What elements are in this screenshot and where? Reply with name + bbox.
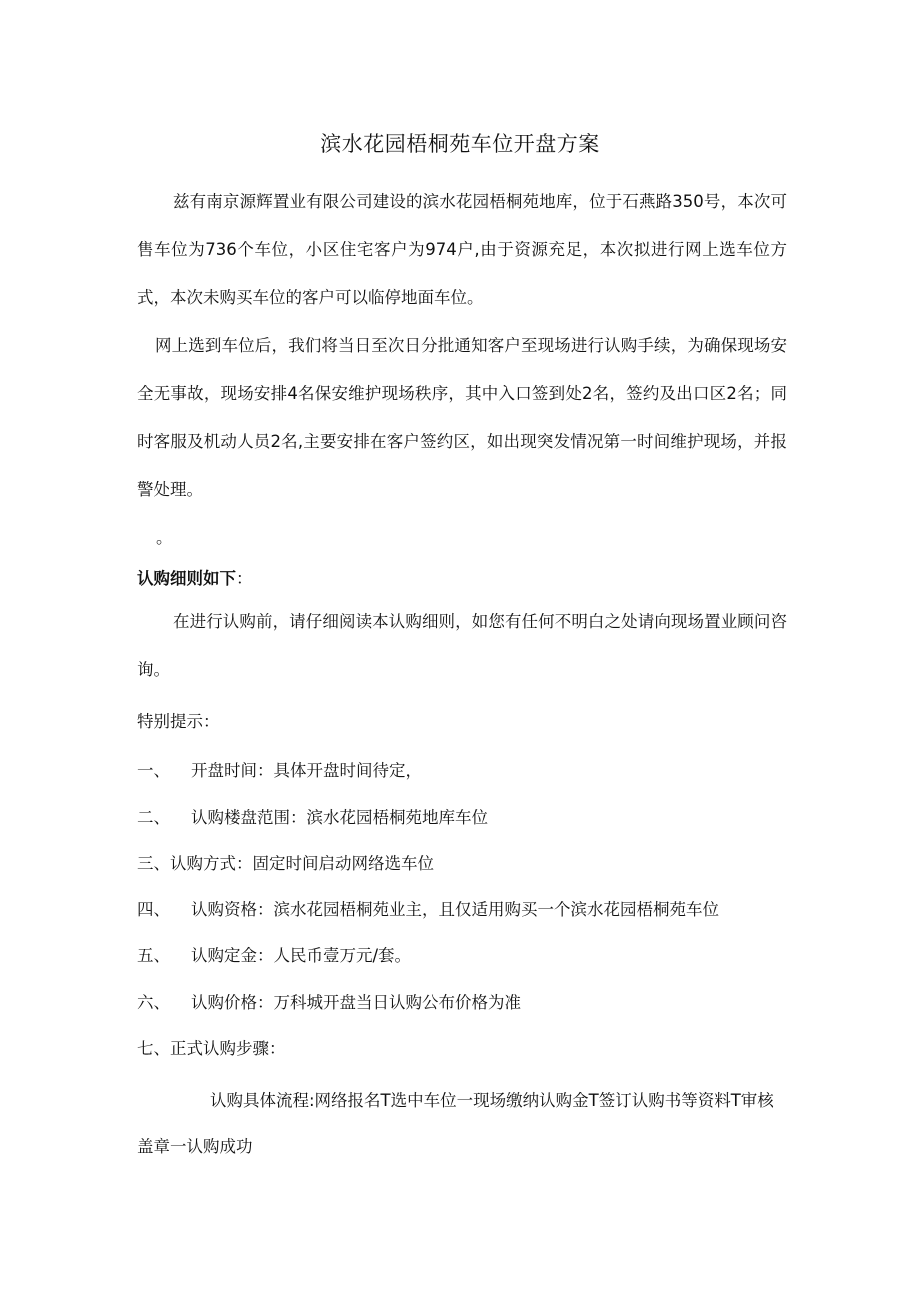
list-item-number: 四、 — [137, 900, 170, 919]
stray-mark: 。 — [156, 528, 173, 547]
list-item — [137, 755, 422, 787]
rules-heading-colon: ： — [236, 569, 253, 588]
special-tips-label: 特别提示： — [137, 712, 220, 731]
list-item-text: 认购价格：万科城开盘当日认购公布价格为准 — [191, 993, 521, 1012]
intro-paragraph: 兹有南京源辉置业有限公司建设的滨水花园梧桐苑地库，位于石燕路350号，本次可售车位为736个车位，小区住宅客户为974户,由于资源充足，本次拟进行网上选车位方式，本次未购买车位的客户可以临停地面车位。 — [137, 192, 787, 307]
list-item — [137, 848, 434, 880]
list-item-number: 七、 — [137, 1039, 170, 1058]
list-item-number: 二、 — [137, 808, 170, 827]
flow-paragraph: 认购具体流程:网络报名T选中车位一现场缴纳认购金T签订认购书等资料T审核盖章一认购成功 — [137, 1091, 774, 1156]
rules-heading-line — [137, 563, 253, 595]
list-item-text: 正式认购步骤： — [170, 1039, 286, 1058]
rules-heading: 认购细则如下 — [137, 569, 236, 588]
rules-intro-paragraph: 在进行认购前，请仔细阅读本认购细则，如您有任何不明白之处请向现场置业顾问咨询。 — [137, 612, 787, 679]
list-item-text: 认购楼盘范围：滨水花园梧桐苑地库车位 — [191, 808, 488, 827]
list-item — [137, 1033, 286, 1065]
list-item-number: 一、 — [137, 761, 170, 780]
list-item — [137, 894, 719, 926]
list-item-text: 认购资格：滨水花园梧桐苑业主，且仅适用购买一个滨水花园梧桐苑车位 — [191, 900, 719, 919]
list-item-number: 六、 — [137, 993, 170, 1012]
list-item-text: 认购定金：人民币壹万元/套。 — [191, 946, 412, 965]
list-item-text: 认购方式：固定时间启动网络选车位 — [170, 854, 434, 873]
list-item — [137, 802, 488, 834]
list-item-number: 三、 — [137, 854, 170, 873]
security-paragraph: 网上选到车位后，我们将当日至次日分批通知客户至现场进行认购手续，为确保现场安全无事故，现场安排4名保安维护现场秩序，其中入口签到处2名，签约及出口区2名；同时客服及机动人员2名,主要安排在客户签约区，如出现突发情况第一时间维护现场，并报警处理。 — [137, 336, 787, 499]
document-title: 滨水花园梧桐苑车位开盘方案 — [320, 132, 600, 156]
list-item-text: 开盘时间：具体开盘时间待定， — [191, 761, 422, 780]
list-item — [137, 940, 411, 972]
list-item — [137, 987, 521, 1019]
list-item-number: 五、 — [137, 946, 170, 965]
